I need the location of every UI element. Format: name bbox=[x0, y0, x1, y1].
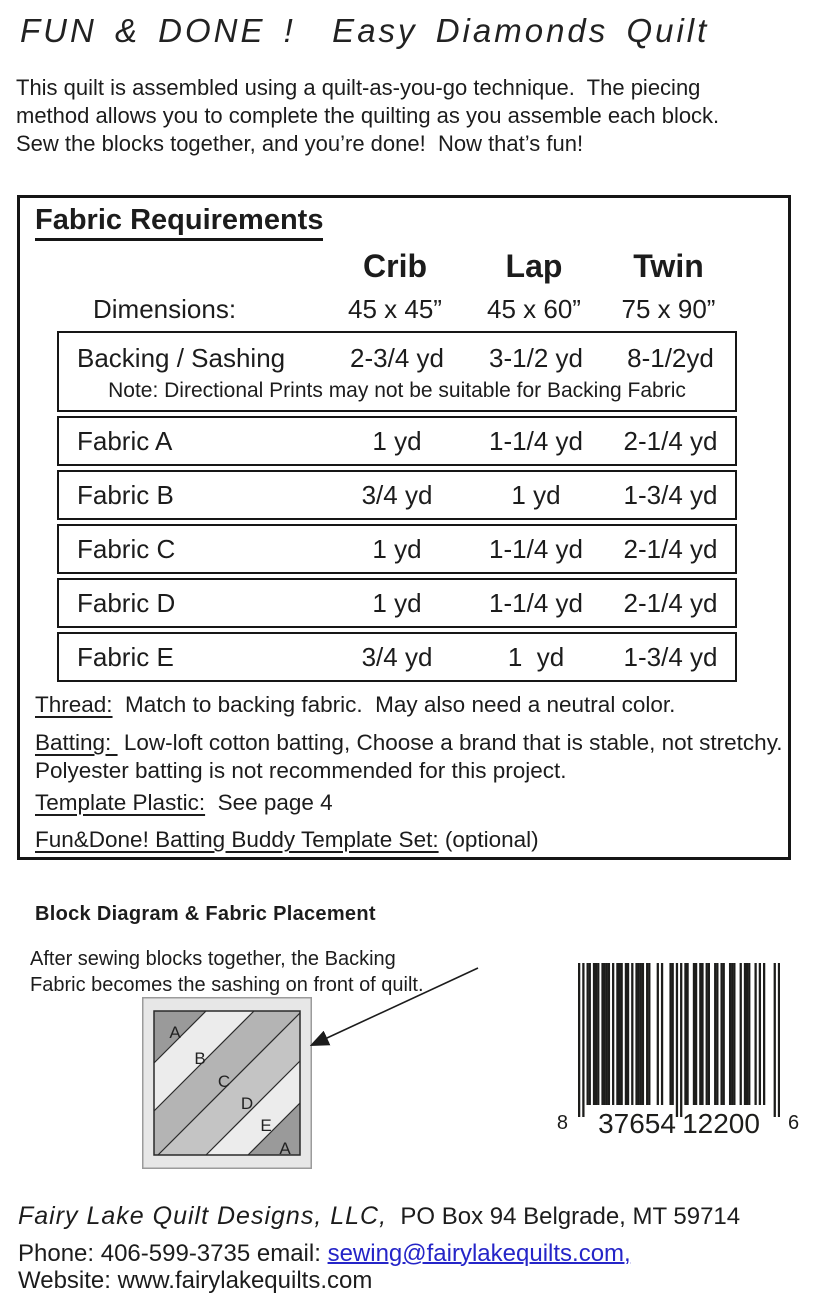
batting-buddy-text: (optional) bbox=[438, 827, 539, 852]
row-value-lap: 1-1/4 yd bbox=[489, 425, 583, 456]
intro-paragraph bbox=[16, 74, 822, 158]
dimensions-lap: 45 x 60” bbox=[487, 294, 581, 324]
thread-note bbox=[35, 691, 799, 719]
barcode-bar bbox=[642, 963, 644, 1105]
row-value-crib: 2-3/4 yd bbox=[350, 342, 444, 373]
barcode-bar bbox=[763, 963, 765, 1105]
barcode-bar bbox=[699, 963, 701, 1105]
label-fabric-b: B bbox=[194, 1049, 206, 1068]
barcode-bar bbox=[720, 963, 722, 1105]
intro-line: Sew the blocks together, and you’re done! Now that’s fun! bbox=[16, 131, 584, 156]
barcode-bar bbox=[640, 963, 642, 1105]
footer-contact-line bbox=[18, 1240, 631, 1268]
column-header-crib: Crib bbox=[363, 248, 427, 284]
barcode-bar bbox=[631, 963, 633, 1105]
barcode-bar bbox=[587, 963, 589, 1105]
barcode-bar bbox=[646, 963, 648, 1105]
email-link[interactable]: sewing@fairylakequilts.com, bbox=[327, 1240, 631, 1267]
table-row-fabric-d bbox=[57, 578, 737, 628]
barcode-bar bbox=[731, 963, 733, 1105]
barcode-bar bbox=[748, 963, 750, 1105]
barcode-bar bbox=[740, 963, 742, 1105]
row-label: Fabric E bbox=[77, 641, 174, 672]
barcode-right-digit: 6 bbox=[788, 1112, 800, 1134]
row-value-twin: 1-3/4 yd bbox=[623, 479, 718, 510]
column-header-lap: Lap bbox=[505, 248, 563, 284]
barcode-bar bbox=[744, 963, 746, 1105]
table-row-fabric-e bbox=[57, 632, 737, 682]
table-row-fabric-c bbox=[57, 524, 737, 574]
barcode-bar bbox=[680, 963, 682, 1117]
barcode-bar bbox=[648, 963, 650, 1105]
row-value-twin: 1-3/4 yd bbox=[623, 641, 718, 672]
barcode-bar bbox=[693, 963, 695, 1105]
company-address: PO Box 94 Belgrade, MT 59714 bbox=[387, 1203, 741, 1230]
column-header-twin: Twin bbox=[633, 248, 704, 284]
barcode-bar bbox=[589, 963, 591, 1105]
barcode-bar bbox=[716, 963, 718, 1105]
barcode-bar bbox=[714, 963, 716, 1105]
dimensions-crib: 45 x 45” bbox=[348, 294, 442, 324]
row-value-lap: 1-1/4 yd bbox=[489, 533, 583, 564]
batting-note bbox=[35, 729, 799, 785]
template-plastic-label: Template Plastic: bbox=[35, 790, 206, 815]
row-value-crib: 3/4 yd bbox=[361, 479, 433, 510]
barcode-bar bbox=[746, 963, 748, 1105]
batting-buddy-note bbox=[35, 826, 799, 854]
company-name: Fairy Lake Quilt Designs, LLC, bbox=[18, 1202, 388, 1230]
barcode-bar bbox=[601, 963, 603, 1105]
barcode-left-group: 37654 bbox=[598, 1108, 676, 1139]
barcode-bar bbox=[606, 963, 608, 1105]
barcode-bar bbox=[635, 963, 637, 1105]
barcode-bar bbox=[695, 963, 697, 1105]
barcode-bar bbox=[621, 963, 623, 1105]
row-value-crib: 3/4 yd bbox=[361, 641, 433, 672]
upc-barcode bbox=[578, 963, 780, 1119]
size-column-headers bbox=[57, 248, 737, 285]
thread-label: Thread: bbox=[35, 692, 113, 717]
row-value-crib: 1 yd bbox=[372, 533, 422, 564]
barcode-bar bbox=[625, 963, 627, 1105]
barcode-bar bbox=[684, 963, 686, 1105]
row-label: Fabric A bbox=[77, 425, 173, 456]
barcode-bar bbox=[759, 963, 761, 1105]
requirements-table bbox=[57, 331, 737, 686]
backing-note: Note: Directional Prints may not be suitable for Backing Fabric bbox=[108, 379, 686, 402]
row-value-lap: 1 yd bbox=[511, 479, 561, 510]
barcode-bar bbox=[672, 963, 674, 1105]
row-value-twin: 2-1/4 yd bbox=[623, 533, 718, 564]
dimensions-label: Dimensions: bbox=[93, 294, 237, 324]
arrow-line bbox=[314, 968, 478, 1044]
barcode-bar bbox=[774, 963, 776, 1117]
template-plastic-text: See page 4 bbox=[205, 790, 333, 815]
barcode-bar bbox=[661, 963, 663, 1105]
footer-company-line bbox=[18, 1202, 740, 1231]
barcode-left-digit: 8 bbox=[556, 1112, 568, 1134]
barcode-bar bbox=[582, 963, 584, 1117]
fabric-requirements-box bbox=[17, 195, 796, 860]
row-value-lap: 1-1/4 yd bbox=[489, 587, 583, 618]
block-diagram bbox=[142, 997, 312, 1169]
barcode-bar bbox=[686, 963, 688, 1105]
thread-text: Match to backing fabric. May also need a neutral color. bbox=[112, 692, 676, 717]
barcode-bar bbox=[706, 963, 708, 1105]
label-fabric-a: A bbox=[169, 1023, 181, 1042]
barcode-bar bbox=[612, 963, 614, 1105]
barcode-bar bbox=[778, 963, 780, 1117]
row-label: Fabric B bbox=[77, 479, 174, 510]
template-plastic-note bbox=[35, 789, 799, 817]
row-value-twin: 2-1/4 yd bbox=[623, 425, 718, 456]
barcode-bar bbox=[604, 963, 606, 1105]
barcode-bar bbox=[729, 963, 731, 1105]
caption-line: After sewing blocks together, the Backing bbox=[30, 948, 396, 970]
barcode-bar bbox=[608, 963, 610, 1105]
barcode-bar bbox=[657, 963, 659, 1105]
barcode-bar bbox=[627, 963, 629, 1105]
table-row-fabric-b bbox=[57, 470, 737, 520]
row-value-crib: 1 yd bbox=[372, 587, 422, 618]
barcode-bar bbox=[676, 963, 678, 1117]
fabric-requirements-heading: Fabric Requirements bbox=[35, 204, 323, 241]
batting-text: Low-loft cotton batting, Choose a brand that is stable, not stretchy. Polyester batting is not recommended for this project. bbox=[35, 730, 796, 783]
row-label: Fabric D bbox=[77, 587, 176, 618]
barcode-bar bbox=[708, 963, 710, 1105]
barcode-bar bbox=[578, 963, 580, 1117]
barcode-bar bbox=[723, 963, 725, 1105]
dimensions-row bbox=[57, 294, 737, 325]
batting-buddy-label: Fun&Done! Batting Buddy Template Set: bbox=[35, 827, 439, 852]
table-row-fabric-a bbox=[57, 416, 737, 466]
block-diagram-heading: Block Diagram & Fabric Placement bbox=[35, 903, 376, 925]
pointer-arrow bbox=[300, 960, 490, 1055]
row-label: Backing / Sashing bbox=[77, 342, 286, 373]
dimensions-twin: 75 x 90” bbox=[621, 294, 716, 324]
barcode-bar bbox=[701, 963, 703, 1105]
intro-line: method allows you to complete the quilting as you assemble each block. bbox=[16, 103, 720, 128]
barcode-bar bbox=[593, 963, 595, 1105]
caption-line: Fabric becomes the sashing on front of quilt. bbox=[30, 974, 424, 996]
label-fabric-e: E bbox=[260, 1116, 272, 1135]
barcode-bar bbox=[595, 963, 597, 1105]
barcode-bar bbox=[597, 963, 599, 1105]
barcode-bar bbox=[754, 963, 756, 1105]
batting-label: Batting: bbox=[35, 730, 118, 755]
label-fabric-d: D bbox=[240, 1094, 254, 1113]
barcode-right-group: 12200 bbox=[682, 1108, 760, 1139]
barcode-bar bbox=[733, 963, 735, 1105]
phone-email-label: Phone: 406-599-3735 email: bbox=[18, 1240, 328, 1267]
table-row-backing bbox=[57, 331, 737, 412]
page-title: FUN & DONE ! Easy Diamonds Quilt bbox=[20, 12, 710, 49]
row-value-crib: 1 yd bbox=[372, 425, 422, 456]
label-fabric-c: C bbox=[217, 1072, 231, 1091]
row-label: Fabric C bbox=[77, 533, 176, 564]
barcode-bar bbox=[616, 963, 618, 1105]
row-value-lap: 1 yd bbox=[507, 641, 565, 672]
label-fabric-a2: A bbox=[279, 1139, 291, 1158]
barcode-bar bbox=[638, 963, 640, 1105]
row-value-twin: 8-1/2yd bbox=[627, 342, 714, 373]
barcode-bar bbox=[669, 963, 671, 1105]
row-value-twin: 2-1/4 yd bbox=[623, 587, 718, 618]
barcode-bar bbox=[618, 963, 620, 1105]
footer-website-line: Website: www.fairylakequilts.com bbox=[18, 1267, 373, 1294]
row-value-lap: 3-1/2 yd bbox=[489, 342, 583, 373]
intro-line: This quilt is assembled using a quilt-as-you-go technique. The piecing bbox=[16, 75, 701, 100]
